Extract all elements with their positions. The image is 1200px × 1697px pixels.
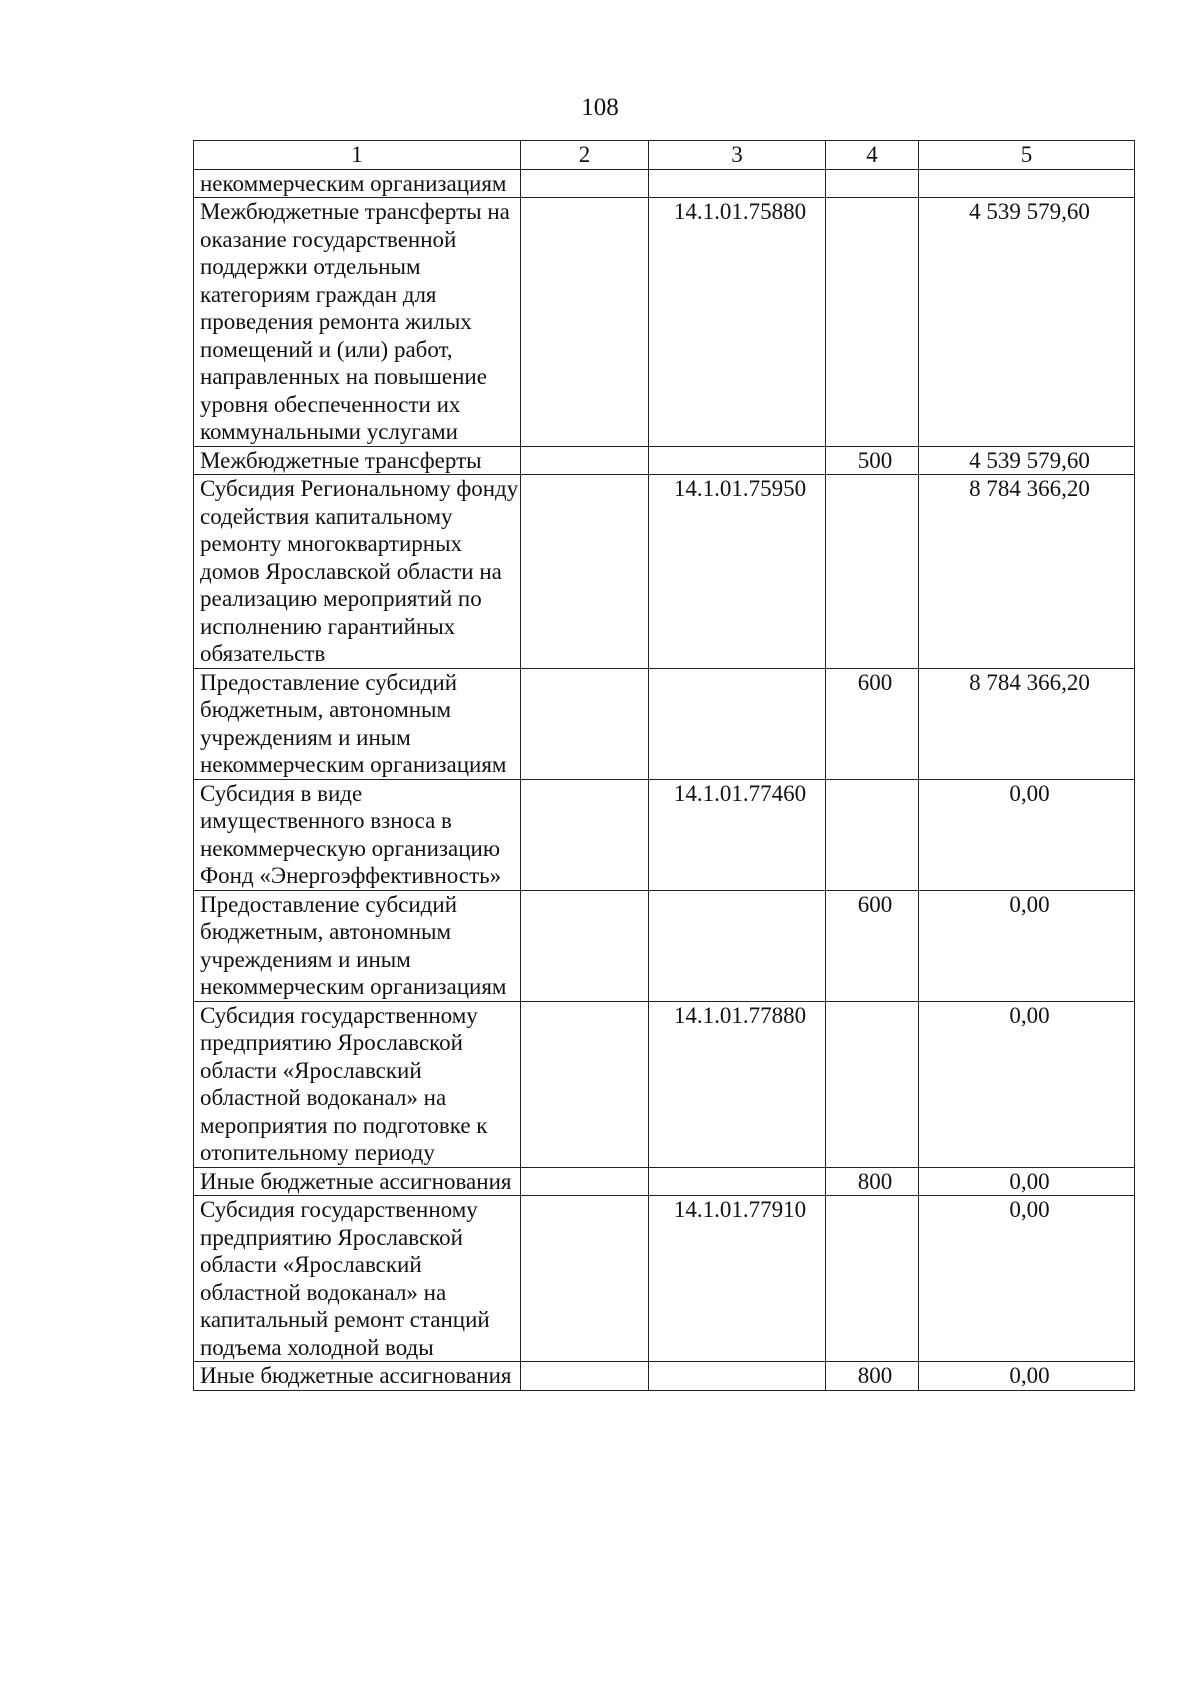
- row-code: 14.1.01.75880: [649, 198, 826, 447]
- row-col2: [521, 779, 649, 890]
- table-row: [194, 198, 1135, 447]
- row-name: Субсидия Региональному фонду содействия капитальному ремонту многоквартирных домов Ярославской области на реализацию мероприятий по исполнению гарантийных обязательств: [194, 475, 521, 669]
- row-type: [826, 1196, 919, 1362]
- table-row: [194, 1167, 1135, 1196]
- row-code: 14.1.01.77910: [649, 1196, 826, 1362]
- row-col2: [521, 890, 649, 1001]
- row-type: 600: [826, 890, 919, 1001]
- row-type: 600: [826, 668, 919, 779]
- table-row: [194, 475, 1135, 669]
- header-col-4: 4: [826, 141, 919, 170]
- row-code: [649, 890, 826, 1001]
- row-col2: [521, 668, 649, 779]
- budget-table: [193, 140, 1135, 1391]
- row-name: Межбюджетные трансферты: [194, 446, 521, 475]
- row-amount: 8 784 366,20: [919, 668, 1135, 779]
- row-type: [826, 169, 919, 198]
- table-row: [194, 1362, 1135, 1391]
- row-name: некоммерческим организациям: [194, 169, 521, 198]
- row-name: Предоставление субсидий бюджетным, автономным учреждениям и иным некоммерческим организациям: [194, 890, 521, 1001]
- row-type: [826, 198, 919, 447]
- row-name: Предоставление субсидий бюджетным, автономным учреждениям и иным некоммерческим организациям: [194, 668, 521, 779]
- row-col2: [521, 198, 649, 447]
- row-code: [649, 1362, 826, 1391]
- row-type: 800: [826, 1362, 919, 1391]
- row-amount: [919, 169, 1135, 198]
- row-code: 14.1.01.77460: [649, 779, 826, 890]
- table-row: [194, 1196, 1135, 1362]
- table-row: [194, 169, 1135, 198]
- page-number: 108: [581, 94, 619, 121]
- row-name: Субсидия государственному предприятию Ярославской области «Ярославский областной водоканал» на капитальный ремонт станций подъема холодной воды: [194, 1196, 521, 1362]
- row-code: 14.1.01.77880: [649, 1001, 826, 1167]
- row-col2: [521, 475, 649, 669]
- row-type: 500: [826, 446, 919, 475]
- row-col2: [521, 446, 649, 475]
- table-row: [194, 779, 1135, 890]
- row-code: 14.1.01.75950: [649, 475, 826, 669]
- row-amount: 8 784 366,20: [919, 475, 1135, 669]
- row-col2: [521, 1196, 649, 1362]
- row-col2: [521, 169, 649, 198]
- row-type: 800: [826, 1167, 919, 1196]
- table-row: [194, 668, 1135, 779]
- row-type: [826, 1001, 919, 1167]
- table-row: [194, 446, 1135, 475]
- row-type: [826, 475, 919, 669]
- row-name: Субсидия государственному предприятию Ярославской области «Ярославский областной водоканал» на мероприятия по подготовке к отопительному периоду: [194, 1001, 521, 1167]
- row-amount: 0,00: [919, 1167, 1135, 1196]
- header-col-5: 5: [919, 141, 1135, 170]
- row-col2: [521, 1362, 649, 1391]
- row-code: [649, 668, 826, 779]
- row-type: [826, 779, 919, 890]
- row-amount: 4 539 579,60: [919, 446, 1135, 475]
- row-amount: 0,00: [919, 1196, 1135, 1362]
- row-amount: 0,00: [919, 1001, 1135, 1167]
- header-col-3: 3: [649, 141, 826, 170]
- row-code: [649, 1167, 826, 1196]
- row-name: Иные бюджетные ассигнования: [194, 1167, 521, 1196]
- row-code: [649, 169, 826, 198]
- header-row: [194, 141, 1135, 170]
- row-name: Межбюджетные трансферты на оказание государственной поддержки отдельным категориям граждан для проведения ремонта жилых помещений и (или) работ, направленных на повышение уровня обеспеченности их коммунальными услугами: [194, 198, 521, 447]
- row-code: [649, 446, 826, 475]
- row-amount: 0,00: [919, 779, 1135, 890]
- row-amount: 0,00: [919, 1362, 1135, 1391]
- row-name: Иные бюджетные ассигнования: [194, 1362, 521, 1391]
- header-col-1: 1: [194, 141, 521, 170]
- row-col2: [521, 1167, 649, 1196]
- row-amount: 4 539 579,60: [919, 198, 1135, 447]
- row-col2: [521, 1001, 649, 1167]
- row-name: Субсидия в виде имущественного взноса в некоммерческую организацию Фонд «Энергоэффективность»: [194, 779, 521, 890]
- table-row: [194, 890, 1135, 1001]
- table-row: [194, 1001, 1135, 1167]
- header-col-2: 2: [521, 141, 649, 170]
- row-amount: 0,00: [919, 890, 1135, 1001]
